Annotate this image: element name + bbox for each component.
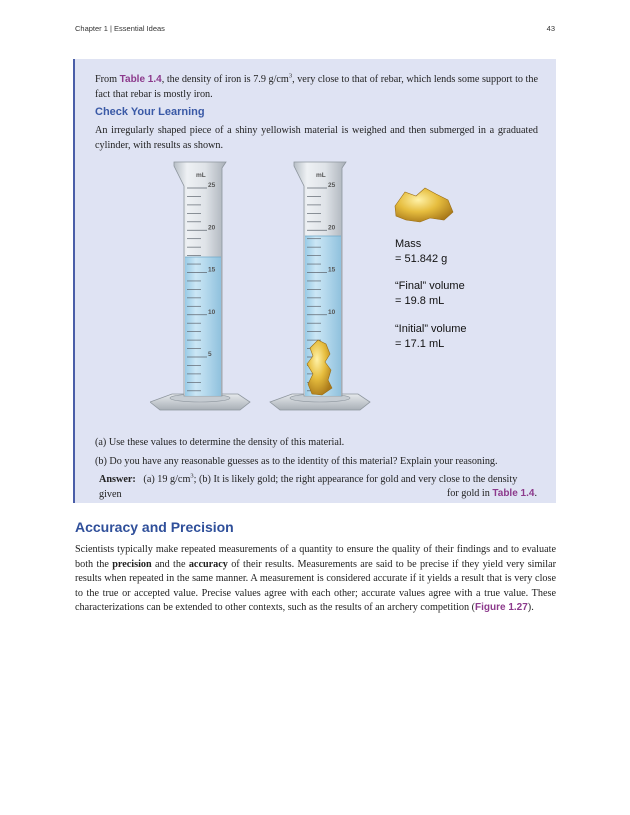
scale-label: 5	[208, 351, 212, 358]
question-a: (a) Use these values to determine the density of this material.	[95, 437, 345, 448]
graduated-cylinder-figure	[150, 158, 530, 430]
scale-label: 25	[208, 182, 216, 189]
cylinder-1-unit-label: mL	[196, 172, 206, 179]
answer-end: .	[534, 488, 537, 499]
cylinder-2-unit-label: mL	[316, 172, 326, 179]
section-text-2: and the	[151, 558, 189, 570]
section-text-4: ).	[527, 602, 534, 613]
term-precision: precision	[112, 558, 152, 570]
section-heading: Accuracy and Precision	[75, 519, 234, 535]
initial-volume-value: = 17.1 mL	[395, 338, 445, 350]
cylinder-illustration	[150, 158, 530, 430]
mass-value: = 51.842 g	[395, 253, 448, 265]
answer-table-1-4-link[interactable]: Table 1.4	[492, 488, 535, 499]
scale-label: 15	[328, 266, 336, 274]
final-volume-label: “Final” volume	[395, 280, 465, 292]
running-header-chapter: Chapter 1 | Essential Ideas	[75, 24, 165, 33]
intro-text-mid: , the density of iron is 7.9 g/cm	[161, 74, 289, 85]
final-volume-value: = 19.8 mL	[395, 295, 445, 307]
page-number: 43	[546, 24, 555, 33]
scale-label: 10	[328, 308, 336, 316]
cylinder-final	[270, 162, 370, 410]
section-text-3: of their results. Measurements are said to be precise if they yield very similar results when repeated in the same manner. A measurement is considered accurate if it yields a result that is very close to the true or accepted value. Precise values agree with each other; accurate values agree with a true value. These characterizations can be extended to other contexts, such as the results of an archery competition (	[75, 558, 556, 613]
answer-line2-text: for gold in	[446, 488, 493, 499]
intro-text-post: , very close to that of rebar, which lends some support to the fact that rebar is mostly iron.	[95, 74, 538, 100]
figure-1-27-link[interactable]: Figure 1.27	[474, 602, 528, 613]
initial-volume-label: “Initial” volume	[395, 323, 467, 335]
example-intro-paragraph	[95, 73, 538, 102]
mass-label: Mass	[395, 238, 422, 250]
measurement-labels	[395, 238, 467, 350]
table-1-4-link[interactable]: Table 1.4	[119, 74, 162, 85]
intro-text-pre: From	[95, 74, 120, 85]
cylinder-initial	[150, 162, 250, 410]
scale-label: 20	[208, 224, 216, 232]
answer-line-2	[99, 487, 537, 502]
section-paragraph	[75, 543, 556, 616]
gold-nugget-sample	[395, 188, 453, 222]
answer-label: Answer:	[99, 474, 136, 485]
section-text-1: Scientists typically make repeated measurements of a quantity to ensure the quality of their findings and to evaluate both the	[75, 544, 556, 570]
intro-superscript: 3	[288, 72, 293, 80]
scale-label: 15	[208, 266, 216, 274]
answer-part-b: ; (b) It is likely gold; the right appearance for gold and very close to the density given	[99, 474, 518, 500]
answer-superscript: 3	[190, 472, 194, 480]
scale-label: 10	[208, 308, 216, 316]
problem-paragraph: An irregularly shaped piece of a shiny yellowish material is weighed and then submerged in a graduated cylinder, with results as shown.	[95, 125, 538, 151]
term-accuracy: accuracy	[188, 558, 228, 570]
cylinder-1-water	[185, 257, 221, 396]
check-your-learning-heading: Check Your Learning	[95, 106, 205, 118]
answer-part-a: (a) 19 g/cm	[143, 474, 191, 485]
scale-label: 25	[328, 182, 336, 189]
question-b: (b) Do you have any reasonable guesses as to the identity of this material? Explain your reasoning.	[95, 456, 498, 467]
scale-label: 20	[328, 224, 336, 232]
